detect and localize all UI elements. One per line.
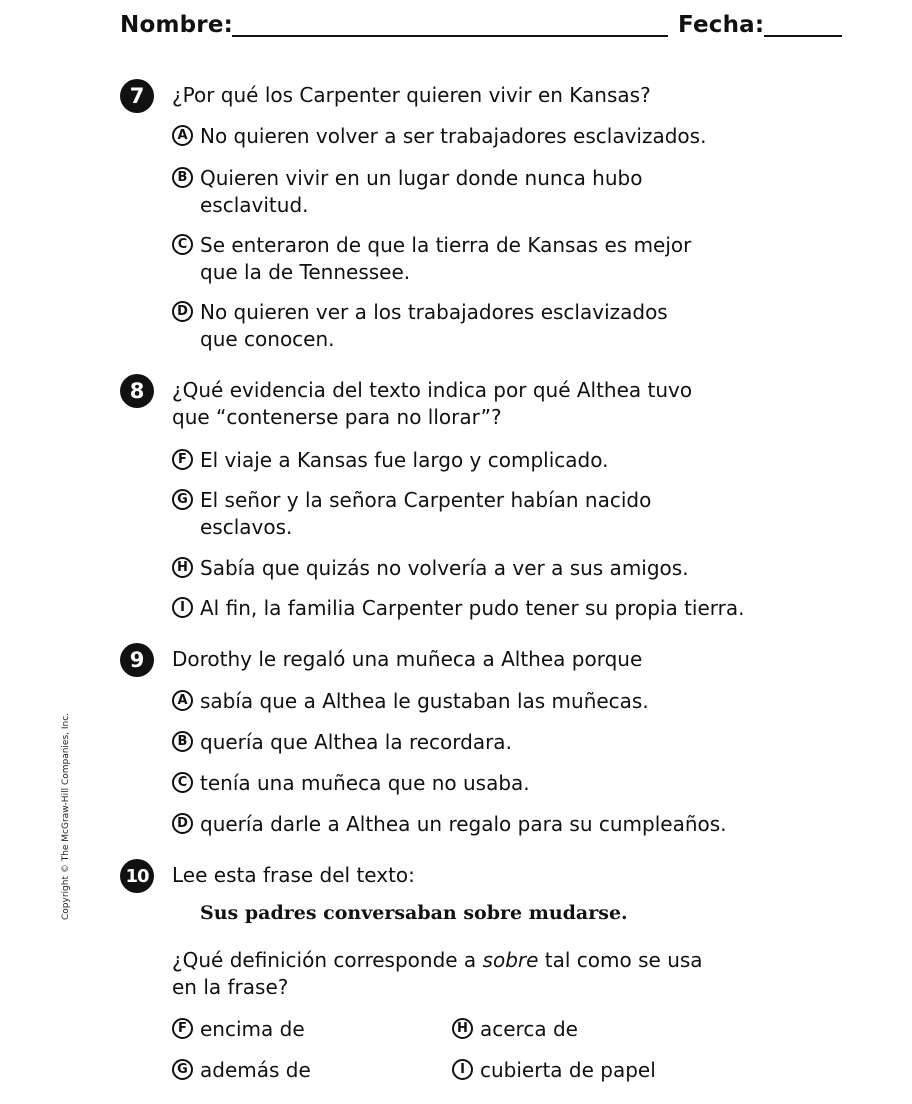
option-text <box>172 299 668 353</box>
option-text <box>172 165 642 219</box>
option-text: cubierta de papel <box>480 1058 656 1082</box>
question-prompt-line1 <box>172 947 732 974</box>
option-g[interactable] <box>172 1057 311 1084</box>
option-letter-circle[interactable]: H <box>172 557 193 578</box>
option-a[interactable] <box>172 123 706 150</box>
question-number-badge: 10 <box>120 859 154 893</box>
option-text: Sabía que quizás no volvería a ver a sus amigos. <box>200 556 689 580</box>
option-text-line2: que conocen. <box>200 327 335 351</box>
question-number-badge: 7 <box>120 79 154 113</box>
option-d[interactable] <box>172 299 668 353</box>
option-text <box>172 232 691 286</box>
option-a[interactable] <box>172 688 649 715</box>
option-text: acerca de <box>480 1017 578 1041</box>
prompt-before: ¿Qué definición corresponde a <box>172 948 483 972</box>
option-text-line2: que la de Tennessee. <box>200 260 411 284</box>
option-text: El viaje a Kansas fue largo y complicado. <box>200 448 609 472</box>
option-g[interactable] <box>172 487 651 541</box>
option-letter-circle[interactable]: A <box>172 690 193 711</box>
option-text-line1: El señor y la señora Carpenter habían nacido <box>200 488 652 512</box>
question-text: Dorothy le regaló una muñeca a Althea porque <box>172 647 643 671</box>
question-text: ¿Por qué los Carpenter quieren vivir en Kansas? <box>172 83 651 107</box>
question-text-line2: que “contenerse para no llorar”? <box>172 405 502 429</box>
option-text-line1: Se enteraron de que la tierra de Kansas es mejor <box>200 233 692 257</box>
copyright-notice: Copyright © The McGraw-Hill Companies, Inc. <box>61 712 71 920</box>
question-prompt <box>172 947 732 1001</box>
question-text-line1: ¿Qué evidencia del texto indica por qué Althea tuvo <box>172 378 693 402</box>
prompt-after: tal como se usa <box>538 948 703 972</box>
worksheet-header <box>120 12 846 42</box>
option-f[interactable] <box>172 1016 305 1043</box>
option-text-line2: esclavos. <box>200 515 293 539</box>
option-text: sabía que a Althea le gustaban las muñecas. <box>200 689 649 713</box>
option-b[interactable] <box>172 729 512 756</box>
option-i[interactable] <box>172 595 744 622</box>
option-letter-circle[interactable]: B <box>172 167 193 188</box>
question-text: Lee esta frase del texto: <box>172 863 415 887</box>
option-text: además de <box>200 1058 311 1082</box>
text-quote: Sus padres conversaban sobre mudarse. <box>200 902 628 924</box>
option-text-line1: No quieren ver a los trabajadores esclavizados <box>200 300 668 324</box>
option-text: No quieren volver a ser trabajadores esclavizados. <box>200 124 707 148</box>
option-letter-circle[interactable]: D <box>172 301 193 322</box>
prompt-italic-word: sobre <box>482 948 539 972</box>
option-text-line1: Quieren vivir en un lugar donde nunca hubo <box>200 166 643 190</box>
option-text: encima de <box>200 1017 305 1041</box>
question-number-badge: 9 <box>120 643 154 677</box>
option-letter-circle[interactable]: B <box>172 731 193 752</box>
name-label: Nombre: <box>120 12 234 38</box>
option-c[interactable] <box>172 232 691 286</box>
option-letter-circle[interactable]: H <box>452 1018 473 1039</box>
option-letter-circle[interactable]: C <box>172 772 193 793</box>
question-text <box>172 377 732 431</box>
option-letter-circle[interactable]: I <box>172 597 193 618</box>
option-b[interactable] <box>172 165 642 219</box>
option-letter-circle[interactable]: F <box>172 449 193 470</box>
date-label: Fecha: <box>678 12 765 38</box>
option-text: Al fin, la familia Carpenter pudo tener su propia tierra. <box>200 596 745 620</box>
option-h[interactable] <box>172 555 689 582</box>
option-h[interactable] <box>452 1016 578 1043</box>
option-letter-circle[interactable]: F <box>172 1018 193 1039</box>
option-text: tenía una muñeca que no usaba. <box>200 771 530 795</box>
question-number-badge: 8 <box>120 374 154 408</box>
option-text-line2: esclavitud. <box>200 193 309 217</box>
option-letter-circle[interactable]: A <box>172 125 193 146</box>
option-text: quería que Althea la recordara. <box>200 730 512 754</box>
date-field-line[interactable] <box>764 35 842 37</box>
question-prompt-line2: en la frase? <box>172 975 289 999</box>
option-i[interactable] <box>452 1057 656 1084</box>
option-letter-circle[interactable]: D <box>172 813 193 834</box>
option-text <box>172 487 651 541</box>
option-c[interactable] <box>172 770 530 797</box>
option-d[interactable] <box>172 811 727 838</box>
name-field-line[interactable] <box>232 35 668 37</box>
option-letter-circle[interactable]: C <box>172 234 193 255</box>
option-letter-circle[interactable]: G <box>172 1059 193 1080</box>
option-f[interactable] <box>172 447 608 474</box>
option-letter-circle[interactable]: G <box>172 489 193 510</box>
option-letter-circle[interactable]: I <box>452 1059 473 1080</box>
option-text: quería darle a Althea un regalo para su cumpleaños. <box>200 812 727 836</box>
